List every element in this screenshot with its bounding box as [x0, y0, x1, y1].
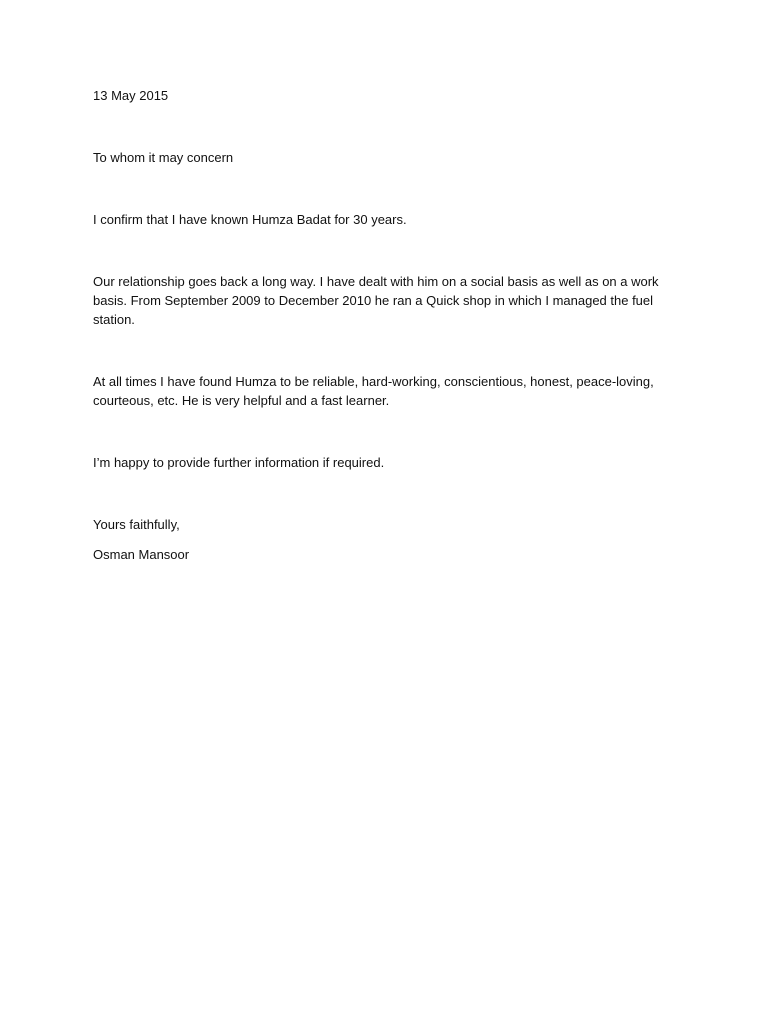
letter-closing: Yours faithfully,: [93, 517, 180, 532]
letter-paragraph: I confirm that I have known Humza Badat for 30 years.: [93, 212, 407, 227]
letter-paragraph: Our relationship goes back a long way. I have dealt with him on a social basis as well as on a work basis. From September 2009 to December 2010 he ran a Quick shop in which I managed the fuel station.: [93, 274, 659, 327]
letter-salutation: To whom it may concern: [93, 150, 234, 165]
letter-date: 13 May 2015: [93, 88, 169, 103]
letter-signature: Osman Mansoor: [93, 547, 190, 562]
letter-paragraph: I’m happy to provide further information if required.: [93, 455, 385, 470]
letter-paragraph: At all times I have found Humza to be reliable, hard-working, conscientious, honest, peace-loving, courteous, etc. He is very helpful and a fast learner.: [93, 374, 654, 408]
